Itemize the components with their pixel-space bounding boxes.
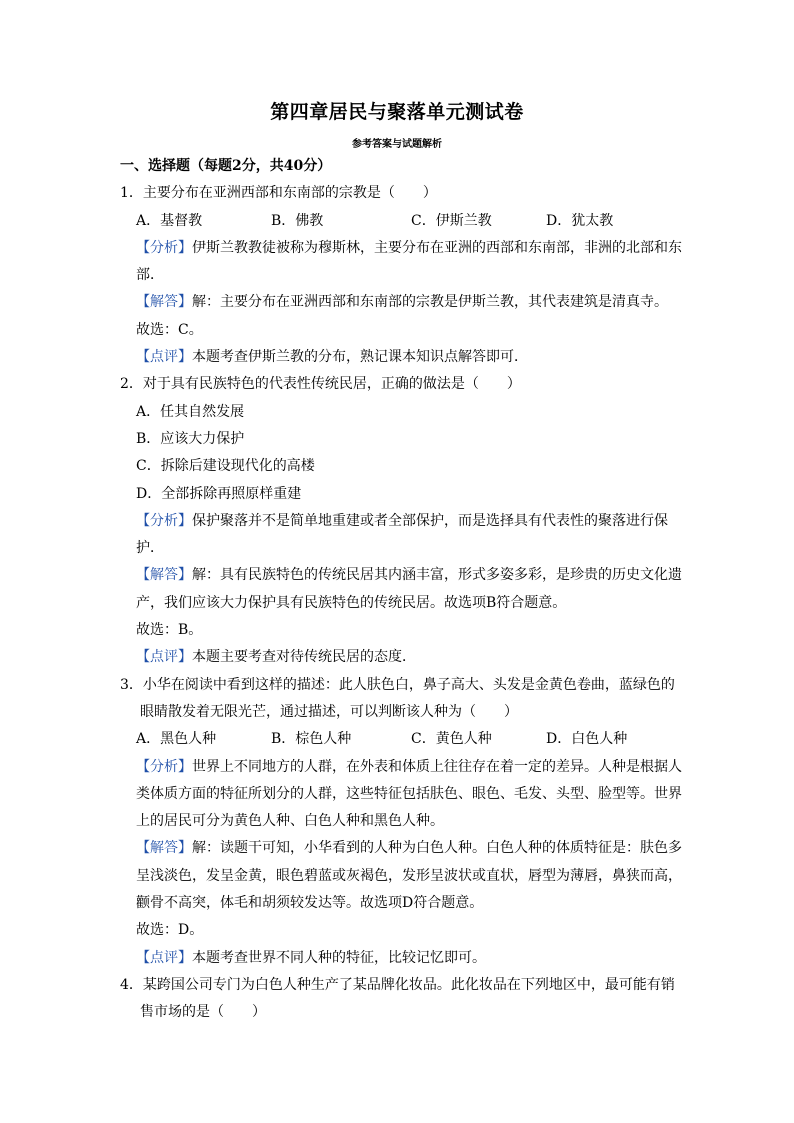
answer-text: 解：具有民族特色的传统民居其内涵丰富，形式多姿多彩，是珍贵的历史文化遗产，我们应该大力保护具有民族特色的传统民居。故选项B符合题意。 [136,567,682,611]
analysis-text: 伊斯兰教教徒被称为穆斯林，主要分布在亚洲的西部和东南部，非洲的北部和东部． [136,239,682,284]
question-3-comment [116,945,686,972]
question-4-stem: 4．某跨国公司专门为白色人种生产了某品牌化妆品。此化妆品在下列地区中，最可能有销售市场的是（ ） [120,976,675,1021]
comment-text: 本题考查世界不同人种的特征，比较记忆即可。 [192,949,486,966]
comment-tag: 【点评】 [136,949,192,966]
analysis-text: 保护聚落并不是简单地重建或者全部保护，而是选择具有代表性的聚落进行保护． [136,512,668,557]
option-c: C．伊斯兰教 [411,212,492,229]
page-title: 第四章居民与聚落单元测试卷 [270,101,524,123]
option-c: C．黄色人种 [411,731,492,748]
question-3-analysis [116,754,686,836]
comment-text: 本题考查伊斯兰教的分布，熟记课本知识点解答即可． [192,349,528,366]
option-a: A．黑色人种 [136,731,217,748]
question-3-stem: 3．小华在阅读中看到这样的描述：此人肤色白，鼻子高大、头发是金黄色卷曲，蓝绿色的眼睛散发着无限光芒，通过描述，可以判断该人种为（ ） [120,676,675,720]
comment-tag: 【点评】 [136,649,192,666]
option-a: A．任其自然发展 [136,403,245,420]
comment-text: 本题主要考查对待传统民居的态度． [192,649,416,666]
question-2-answer [116,562,686,617]
question-2-analysis [116,508,686,563]
page-subtitle: 参考答案与试题解析 [352,139,442,150]
question-3-choice: 故选：D。 [136,922,204,939]
answer-text: 解：读题干可知，小华看到的人种为白色人种。白色人种的体质特征是：肤色多呈浅淡色，发呈金黄，眼色碧蓝或灰褐色，发形呈波状或直状，唇型为薄唇，鼻狭而高，颧骨不高突，体毛和胡须较发达等。故选项D符合题意。 [136,840,682,912]
comment-tag: 【点评】 [136,349,192,366]
analysis-tag: 【分析】 [136,512,192,529]
answer-text: 解：主要分布在亚洲西部和东南部的宗教是伊斯兰教，其代表建筑是清真寺。 [192,294,668,311]
option-d: D．全部拆除再照原样重建 [136,485,302,502]
content [116,153,686,1027]
option-a: A．基督教 [136,212,203,229]
question-1-stem: 1．主要分布在亚洲西部和东南部的宗教是（ ） [120,185,437,202]
question-2-comment [116,644,686,671]
analysis-text: 世界上不同地方的人群，在外表和体质上往往存在着一定的差异。人种是根据人类体质方面的特征所划分的人群，这些特征包括肤色、眼色、毛发、头型、脸型等。世界上的居民可分为黄色人种、白色人种和黑色人种。 [136,758,682,830]
option-b: B．佛教 [271,212,324,229]
question-1-choice: 故选：C。 [136,321,203,338]
question-1-answer [116,289,686,316]
option-d: D．犹太教 [546,212,614,229]
option-b: B．应该大力保护 [136,430,245,447]
question-1-comment [116,344,686,371]
option-d: D．白色人种 [546,731,628,748]
analysis-tag: 【分析】 [136,239,192,256]
question-3-options [116,726,686,753]
section-heading: 一、选择题（每题2分，共40分） [120,158,332,174]
question-2-choice: 故选：B。 [136,622,203,639]
analysis-tag: 【分析】 [136,758,192,775]
answer-tag: 【解答】 [136,294,192,311]
option-c: C．拆除后建设现代化的高楼 [136,458,315,475]
question-2-stem: 2．对于具有民族特色的代表性传统民居，正确的做法是（ ） [120,376,521,393]
option-b: B．棕色人种 [271,731,352,748]
answer-tag: 【解答】 [136,567,192,584]
question-3-answer [116,835,686,917]
question-1-analysis [116,235,686,290]
answer-tag: 【解答】 [136,840,192,857]
question-1-options [116,208,686,235]
